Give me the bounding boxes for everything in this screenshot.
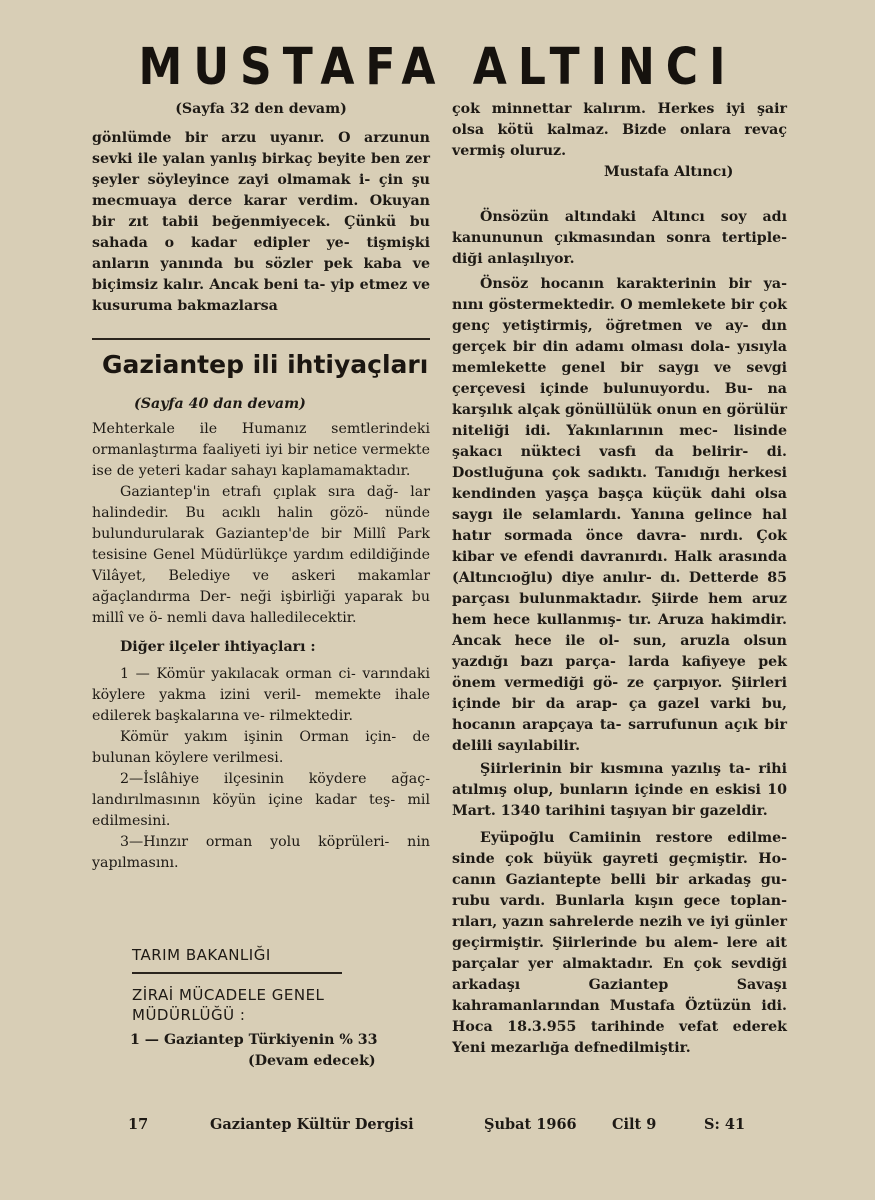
volume-number: Cilt 9 [612, 1116, 657, 1133]
right-paragraph: Şiirlerinin bir kısmına yazılış ta- rihi atılmış olup, bunların içinde en eskisi 10 Mart. 1340 tarihini taşıyan bir gazeldir. [452, 761, 787, 819]
right-paragraph: Önsöz hocanın karakterinin bir ya- nını göstermektedir. O memlekete bir çok genç yetiştirmiş, öğretmen ve ay- dın gerçek bir din adamı olması dola- yısıyla memlekette genel bir saygı ve sevgi çerçevesi içinde bulunuyordu. Bu- na karşılık alçak gönüllülük onun en görülür niteliği idi. Yakınlarının mec- lisinde şakacı nükteci vasfı da belirir- di. Dostluğuna çok sadıktı. Tanıdığı herkesi kendinden yaşça başça küçük dahi olsa saygı ile selamlardı. Yanına gelince hal hatır sormada önce davra- nırdı. Çok kibar ve efendi davranırdı. Halk arasında (Altıncıoğlu) diye anılır- dı. Detterde 85 parçası bulunmaktadır. Şiirde hem aruz hem hece kullanmış- tır. Aruza hakimdir. Ancak hece ile ol- sun, aruzla olsun yazdığı bazı parça- larda kafiyeye pek önem vermediği gö- ze çarpıyor. Şiirleri içinde bir da arap- ça gazel varki bu, hocanın arapçaya ta- sarrufunun açık bir delili sayılabilir. [452, 276, 787, 754]
left-paragraph: Mehterkale ile Humanız semtlerindeki ormanlaştırma faaliyeti iyi bir netice vermekte ise de yeteri kadar sahayı kaplamamaktadır. [92, 421, 430, 479]
masthead-title: MUSTAFA ALTINCI [138, 38, 737, 97]
left-paragraph: Kömür yakım işinin Orman için- de bulunan köylere verilmesi. [92, 729, 430, 766]
left-paragraph: 2—İslâhiye ilçesinin köydere ağaç- landırılmasının köyün içine kadar teş- mil edilmesini. [92, 771, 430, 829]
ministry-heading: TARIM BAKANLIĞI [132, 946, 271, 964]
left-paragraph: 1 — Kömür yakılacak orman ci- varındaki köylere yakma izini veril- memekte ihale edilerek başkalarına ve- rilmektedir. [92, 666, 430, 724]
left-column-bottom [92, 1030, 430, 1072]
signature: Mustafa Altıncı) [604, 164, 734, 180]
left-paragraph: Diğer ilçeler ihtiyaçları : [120, 639, 316, 655]
left-column-top [92, 99, 430, 317]
right-paragraph: çok minnettar kalırım. Herkes iyi şair olsa kötü kalmaz. Bizde onlara revaç vermiş oluruz. [452, 101, 787, 159]
magazine-name: Gaziantep Kültür Dergisi [210, 1116, 414, 1133]
continued-note: (Devam edecek) [248, 1053, 376, 1069]
left-paragraph: 3—Hınzır orman yolu köprüleri- nin yapılmasını. [92, 834, 430, 871]
heading-underline [132, 972, 342, 974]
right-paragraph: Eyüpoğlu Camiinin restore edilme- sinde çok büyük gayreti geçmiştir. Ho- canın Gaziantepte belli bir arkadaş gu- rubu vardı. Bunlarla kışın gece toplan- rıları, yazın sahrelerde nezih ve iyi günler geçirmiştir. Şiirlerinde bu alem- lere ait parçalar yer almaktadır. En çok sevdiği arkadaşı Gaziantep Savaşı kahramanlarından Mustafa Öztüzün idi. Hoca 18.3.955 tarihinde vefat ederek Yeni mezarlığa defnedilmiştir. [452, 830, 787, 1056]
issue-date: Şubat 1966 [484, 1116, 577, 1133]
section-divider [92, 338, 430, 340]
page-number: 17 [128, 1116, 149, 1133]
issue-number: S: 41 [704, 1116, 746, 1133]
left-paragraph: Gaziantep'in etrafı çıplak sıra dağ- lar halindedir. Bu acıklı halin gözö- nünde bulundurularak Gaziantep'de bir Millî Park tesisine Genel Müdürlükçe yardım edildiğinde Vilâyet, Belediye ve askeri makamlar ağaçlandırma Der- neği işbirliği yaparak bu millî ve ö- nemli dava halledilecektir. [92, 484, 430, 626]
section-title: Gaziantep ili ihtiyaçları [102, 350, 429, 379]
right-column [452, 99, 787, 1059]
left-paragraph: gönlümde bir arzu uyanır. O arzunun sevki ile yalan yanlış birkaç beyite ben zer şeyler söyleyince zayi olmamak i- çin şu mecmuaya derce karar verdim. Okuyan bir zıt tabii beğenmiyecek. Çünkü bu sahada o kadar edipler ye- tişmişki anların yanında bu sözler pek kaba ve biçimsiz kalır. Ancak beni ta- yip etmez ve kusuruma bakmazlarsa [92, 130, 430, 314]
left-column-section [92, 394, 430, 874]
continued-note: (Sayfa 32 den devam) [175, 101, 347, 117]
right-paragraph: Önsözün altındaki Altıncı soy adı kanununun çıkmasından sonra tertiple- diği anlaşılıyor. [452, 209, 787, 267]
continued-note: (Sayfa 40 dan devam) [134, 396, 306, 412]
directorate-heading: ZİRAİ MÜCADELE GENEL MÜDÜRLÜĞÜ : [132, 986, 325, 1024]
left-paragraph: 1 — Gaziantep Türkiyenin % 33 [130, 1032, 378, 1048]
